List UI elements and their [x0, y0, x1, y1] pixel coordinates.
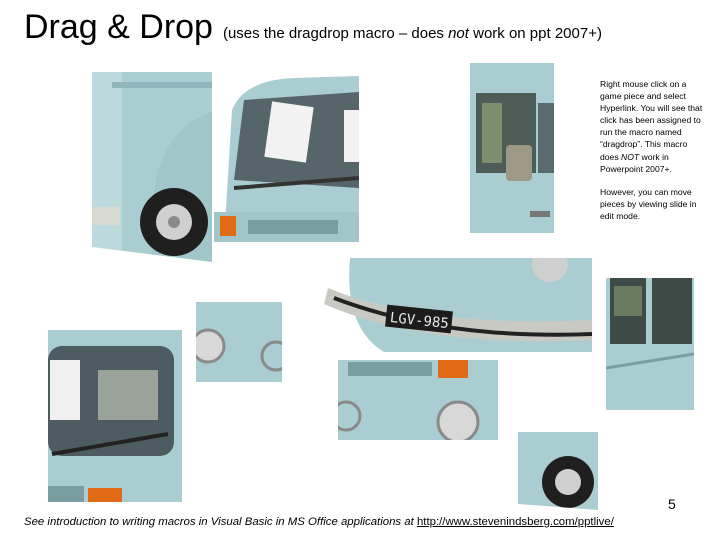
- rear-windows-image: [606, 256, 694, 410]
- footer-text: See introduction to writing macros in Visual Basic in MS Office applications at: [24, 516, 417, 528]
- game-piece-van-side-wheel[interactable]: [92, 72, 212, 262]
- grille-headlight-image: [338, 360, 498, 440]
- side-mirror-image: [470, 63, 554, 233]
- rear-wheel-image: [518, 432, 598, 514]
- game-piece-left-windshield[interactable]: [48, 330, 182, 502]
- subtitle-part-2: work on ppt 2007+): [468, 25, 602, 42]
- instructions-paragraph-2: However, you can move pieces by viewing slide in edit mode.: [600, 186, 697, 221]
- game-piece-windshield[interactable]: [214, 70, 359, 242]
- windshield-image: [214, 70, 359, 242]
- instructions-note: [600, 78, 708, 233]
- game-piece-grille-headlight[interactable]: [338, 360, 498, 440]
- note-text-a: Right mouse click on a game piece and select Hyperlink. You will see that click has been assigned to run the macro named “dragdrop”. This macro does: [600, 79, 703, 162]
- subtitle-part-1: (uses the dragdrop macro – does: [222, 25, 449, 42]
- subtitle-emphasis: not: [448, 25, 469, 42]
- van-side-wheel-image: [92, 72, 212, 262]
- license-plate-text: LGV-985: [389, 310, 450, 333]
- slide-title: [24, 8, 602, 47]
- note-text-b: work in Powerpoint 2007+.: [600, 151, 672, 174]
- note-emphasis: NOT: [621, 151, 640, 162]
- game-piece-rear-wheel[interactable]: [518, 432, 598, 514]
- game-piece-rear-windows[interactable]: [606, 256, 694, 410]
- game-piece-side-mirror[interactable]: [470, 63, 554, 233]
- instructions-paragraph-1: [600, 78, 708, 175]
- headlight-emblem-image: [196, 302, 282, 382]
- footer-link[interactable]: http://www.stevenindsberg.com/pptlive/: [416, 516, 614, 528]
- title-subtitle: [223, 25, 602, 42]
- left-windshield-image: [48, 330, 182, 502]
- game-piece-headlight-emblem[interactable]: [196, 302, 282, 382]
- bumper-plate-image: [324, 258, 592, 352]
- game-piece-bumper-plate[interactable]: [324, 258, 592, 352]
- page-number: 5: [668, 496, 676, 512]
- title-main: Drag & Drop: [24, 8, 213, 46]
- footer-note: [24, 516, 614, 528]
